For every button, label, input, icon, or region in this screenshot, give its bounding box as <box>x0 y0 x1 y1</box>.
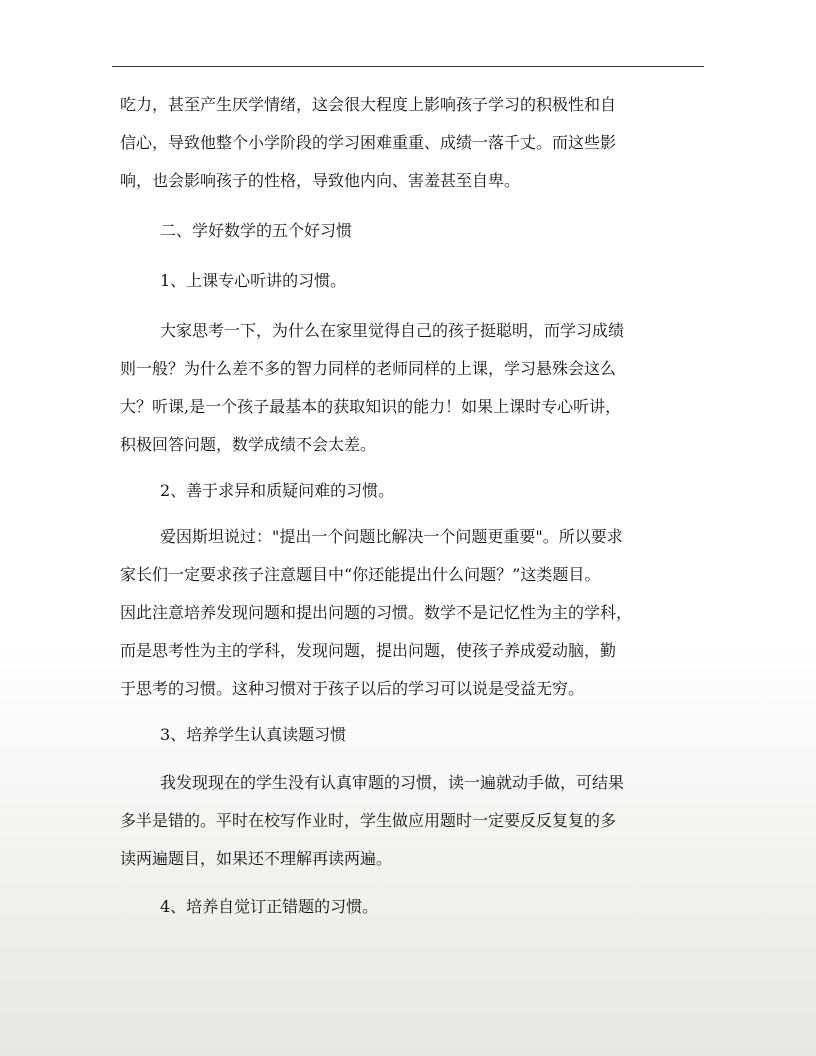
text-line: 我发现现在的学生没有认真审题的习惯，读一遍就动手做，可结果 <box>160 773 625 792</box>
text-line: 家长们一定要求孩子注意题目中“你还能提出什么问题？”这类题目。 <box>120 565 601 584</box>
paragraph-intro-continued <box>120 86 710 200</box>
text-line: 2、善于求异和质疑问难的习惯。 <box>160 481 395 500</box>
text-line: 二、学好数学的五个好习惯 <box>160 221 353 240</box>
text-line: 信心，导致他整个小学阶段的学习困难重重、成绩一落千丈。而这些影 <box>120 133 617 152</box>
habit-heading-3 <box>120 716 750 754</box>
paragraph-habit-3 <box>120 764 710 878</box>
text-line: 于思考的习惯。这种习惯对于孩子以后的学习可以说是受益无穷。 <box>120 679 585 698</box>
text-line: 因此注意培养发现问题和提出问题的习惯。数学不是记忆性为主的学科， <box>120 603 633 622</box>
text-line: 则一般？为什么差不多的智力同样的老师同样的上课，学习悬殊会这么 <box>120 359 617 378</box>
habit-heading-4 <box>120 888 750 926</box>
habit-heading-2 <box>120 472 750 510</box>
text-line: 大？听课,是一个孩子最基本的获取知识的能力！如果上课时专心听讲， <box>120 397 622 416</box>
paragraph-habit-1 <box>120 312 710 464</box>
text-line: 吃力，甚至产生厌学情绪，这会很大程度上影响孩子学习的积极性和自 <box>120 95 617 114</box>
text-line: 4、培养自觉订正错题的习惯。 <box>160 897 379 916</box>
text-line: 爱因斯坦说过："提出一个问题比解决一个问题更重要"。所以要求 <box>160 527 623 546</box>
text-line: 3、培养学生认真读题习惯 <box>160 725 347 744</box>
text-line: 积极回答问题，数学成绩不会太差。 <box>120 435 377 454</box>
text-line: 1、上课专心听讲的习惯。 <box>160 271 347 290</box>
habit-heading-1 <box>120 262 750 300</box>
text-line: 读两遍题目，如果还不理解再读两遍。 <box>120 849 393 868</box>
section-heading <box>120 212 750 250</box>
text-line: 而是思考性为主的学科，发现问题，提出问题，使孩子养成爱动脑，勤 <box>120 641 617 660</box>
paragraph-habit-2 <box>120 518 710 708</box>
text-line: 大家思考一下，为什么在家里觉得自己的孩子挺聪明，而学习成绩 <box>160 321 625 340</box>
text-line: 多半是错的。平时在校写作业时，学生做应用题时一定要反反复复的多 <box>120 811 617 830</box>
text-line: 响，也会影响孩子的性格，导致他内向、害羞甚至自卑。 <box>120 171 521 190</box>
header-rule <box>112 66 704 67</box>
